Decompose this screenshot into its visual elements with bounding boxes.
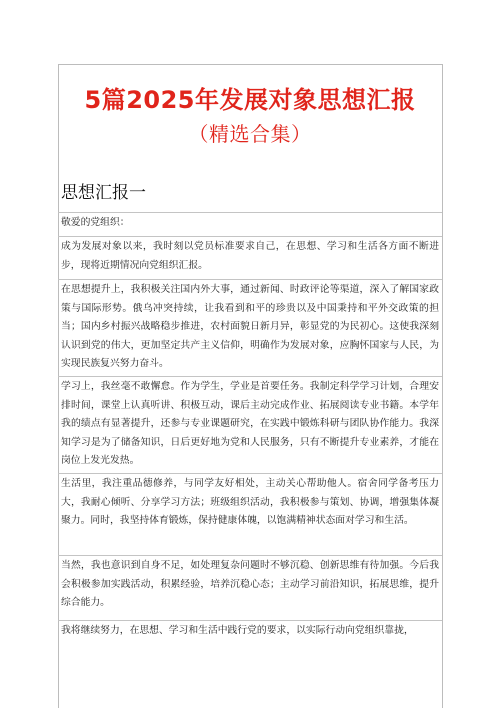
paragraph-1: 成为发展对象以来，我时刻以党员标准要求自己，在思想、学习和生活各方面不断进步，现将近期情况向党组织汇报。 xyxy=(61,241,439,271)
paragraph-4: 生活里，我注重品德修养，与同学友好相处，主动关心帮助他人。宿舍同学备考压力大，我耐心倾听、分享学习方法；班级组织活动，我积极参与策划、协调，增强集体凝聚力。同时，我坚持体育锻炼，保持健康体魄，以饱满精神状态面对学习和生活。 xyxy=(61,478,439,526)
document-subtitle: （精选合集） xyxy=(188,122,312,146)
paragraph-2: 在思想提升上，我积极关注国内外大事，通过新闻、时政评论等渠道，深入了解国家政策与国际形势。俄乌冲突持续，让我看到和平的珍贵以及中国秉持和平外交政策的担当；国内乡村振兴战略稳步推进，农村面貌日新月异，彰显党的为民初心。这使我深刻认识到党的伟大，更加坚定共产主义信仰，明确作为发展对象，应胸怀国家与人民，为实现民族复兴努力奋斗。 xyxy=(61,284,439,369)
salutation: 敬爱的党组织： xyxy=(61,217,130,228)
paragraph-6: 我将继续努力，在思想、学习和生活中践行党的要求，以实际行动向党组织靠拢， xyxy=(61,625,414,636)
divider xyxy=(58,212,442,213)
paragraph-3: 学习上，我丝毫不敢懈怠。作为学生，学业是首要任务。我制定科学学习计划，合理安排时间，课堂上认真听讲、积极互动，课后主动完成作业、拓展阅读专业书籍。本学年我的绩点有显著提升，还参与专业课题研究，在实践中锻炼科研与团队协作能力。我深知学习是为了储备知识，日后更好地为党和人民服务，只有不断提升专业素养，才能在岗位上发光发热。 xyxy=(61,381,439,466)
divider xyxy=(58,620,442,621)
divider xyxy=(58,279,442,280)
divider xyxy=(58,236,442,237)
document-title: 5篇2025年发展对象思想汇报 xyxy=(84,86,416,114)
divider xyxy=(58,473,442,474)
divider xyxy=(58,555,442,556)
paragraph-5: 当然，我也意识到自身不足，如处理复杂问题时不够沉稳、创新思维有待加强。今后我会积极参加实践活动，积累经验，培养沉稳心态；主动学习前沿知识，拓展思维，提升综合能力。 xyxy=(61,560,439,608)
section-heading: 思想汇报一 xyxy=(61,183,146,203)
divider xyxy=(58,376,442,377)
